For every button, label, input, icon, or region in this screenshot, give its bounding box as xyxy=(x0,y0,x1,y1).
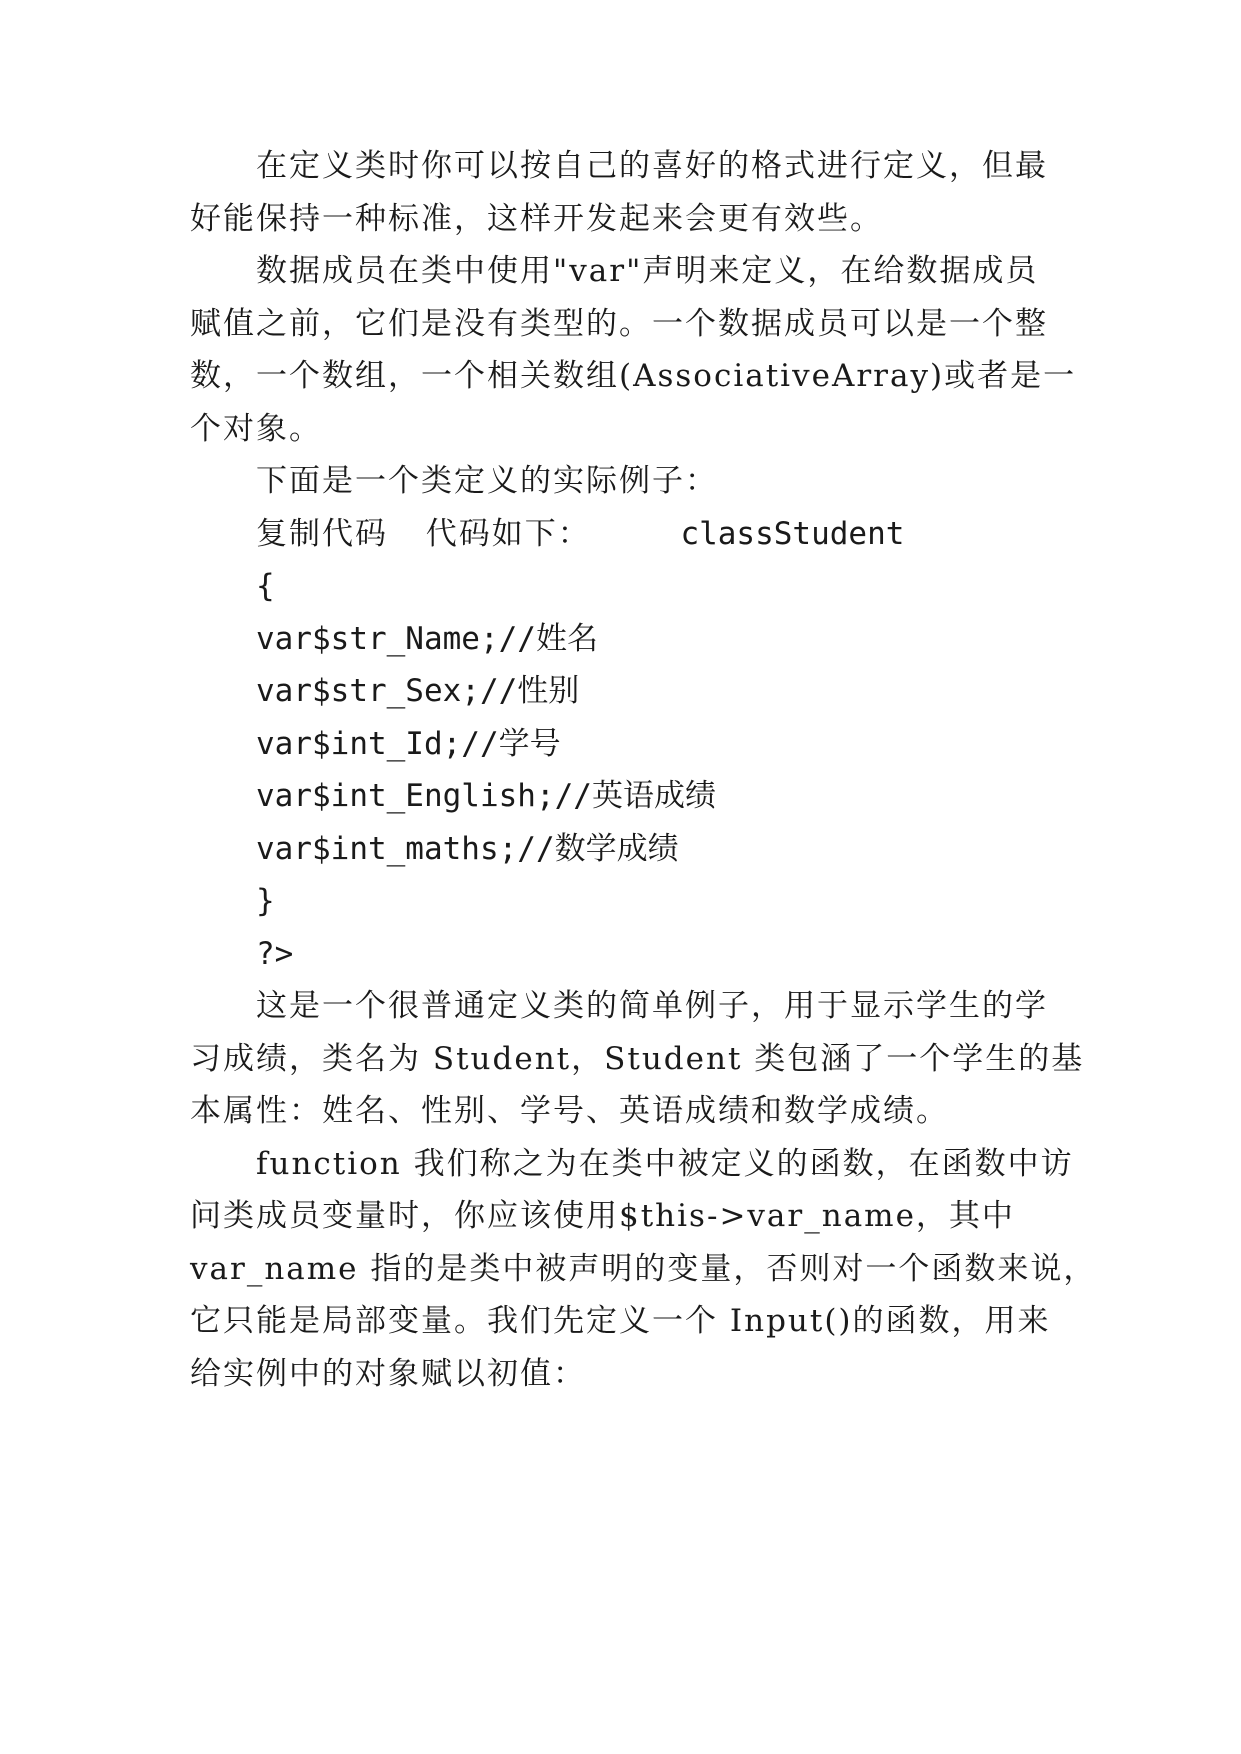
paragraph-4-line-4: 它只能是局部变量。我们先定义一个 Input()的函数，用来 xyxy=(190,1303,1051,1339)
paragraph-1-line-2: 好能保持一种标准，这样开发起来会更有效些。 xyxy=(190,201,883,237)
code-line-3: var$int_Id;//学号 xyxy=(256,726,561,762)
paragraph-2-line-3: 数，一个数组，一个相关数组(AssociativeArray)或者是一 xyxy=(190,358,1077,394)
paragraph-2-line-4: 个对象。 xyxy=(190,411,322,447)
paragraph-2-line-2: 赋值之前，它们是没有类型的。一个数据成员可以是一个整 xyxy=(190,306,1048,342)
code-line-5: var$int_maths;//数学成绩 xyxy=(256,831,679,867)
code-close-brace: } xyxy=(256,883,275,919)
copy-code-label[interactable]: 复制代码 xyxy=(256,516,388,552)
code-line-4: var$int_English;//英语成绩 xyxy=(256,778,716,814)
paragraph-3-line-2: 习成绩，类名为 Student，Student 类包涵了一个学生的基 xyxy=(190,1041,1085,1077)
code-php-close: ?> xyxy=(256,936,294,972)
paragraph-4-line-2: 问类成员变量时，你应该使用$this->var_name，其中 xyxy=(190,1198,1015,1234)
code-header-line xyxy=(256,514,1116,554)
code-open-brace: { xyxy=(256,568,275,604)
paragraph-3-line-1: 这是一个很普通定义类的简单例子，用于显示学生的学 xyxy=(256,988,1048,1024)
paragraph-4-line-5: 给实例中的对象赋以初值： xyxy=(190,1356,586,1392)
paragraph-4-line-1: function 我们称之为在类中被定义的函数，在函数中访 xyxy=(256,1146,1074,1182)
paragraph-4-line-3: var_name 指的是类中被声明的变量，否则对一个函数来说， xyxy=(190,1251,1097,1287)
paragraph-1-line-1: 在定义类时你可以按自己的喜好的格式进行定义，但最 xyxy=(256,148,1048,184)
code-intro-line: 下面是一个类定义的实际例子： xyxy=(256,463,718,499)
class-declaration: classStudent xyxy=(680,516,905,552)
paragraph-2-line-1: 数据成员在类中使用"var"声明来定义，在给数据成员 xyxy=(256,253,1039,289)
paragraph-3-line-3: 本属性：姓名、性别、学号、英语成绩和数学成绩。 xyxy=(190,1093,949,1129)
code-label: 代码如下： xyxy=(425,516,591,552)
code-line-2: var$str_Sex;//性别 xyxy=(256,673,580,709)
code-line-1: var$str_Name;//姓名 xyxy=(256,621,598,657)
